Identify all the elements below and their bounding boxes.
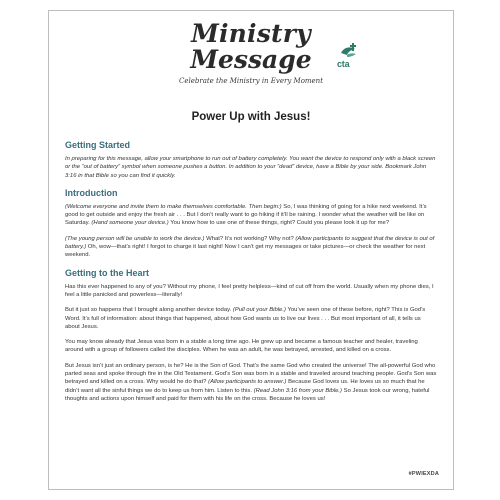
- document-page: [48, 10, 454, 490]
- logo-tagline: Celebrate the Ministry in Every Moment: [178, 77, 324, 85]
- message-body: [49, 139, 453, 403]
- logo-title-message: Message: [190, 45, 312, 74]
- spoken-text: But Jesus isn’t just an ordinary person, is he? He is the Son of God. That’s the same God who created the universe! The all-powerful God who parted seas and spoke through fire in the Old Testament. God’s Son was born in a stable and traveled around teaching people. God’s Son was betrayed and killed on a cross. Why would he do that?: [65, 362, 437, 386]
- section-introduction: [65, 187, 437, 260]
- paragraph-intro-2: [65, 235, 437, 260]
- paragraph-heart-2: [65, 306, 437, 331]
- heading-introduction: Introduction: [65, 187, 118, 198]
- section-getting-to-the-heart: [65, 267, 437, 404]
- stage-direction: (Welcome everyone and invite them to make themselves comfortable. Then begin:): [65, 203, 282, 210]
- spoken-text: You’ve seen one of these before, right? This is God’s Word. It’s full of information: about things that happened, about how God wants us to live our lives . . . But most important of all, it tells us about Jesus.: [65, 307, 426, 330]
- stage-direction: (Allow participants to suggest that the device is out of battery.): [65, 235, 435, 251]
- masthead: [49, 11, 453, 95]
- paragraph-heart-1: Has this ever happened to any of you? Without my phone, I feel pretty helpless—kind of cut off from the world. Usually when my phone dies, I feel a little panicked and powerless—literally!: [65, 283, 434, 298]
- spoken-text: You know how to use one of these things, right? Could you please look it up for me?: [168, 220, 390, 227]
- spoken-text: Oh, wow—that’s right! I forgot to charge it last night! Now I can’t get my messages or take pictures—or check the weather for next weekend.: [65, 244, 426, 259]
- spoken-text: But it just so happens that I brought along another device today.: [65, 307, 233, 314]
- section-getting-started: [65, 139, 437, 180]
- paragraph-heart-3: You may know already that Jesus was born in a stable a long time ago. He grew up and became a famous teacher and healer, traveling around with a group of followers called the disciples. When he was an adult, he was betrayed, arrested, and killed on a cross.: [65, 339, 418, 354]
- heading-getting-started: Getting Started: [65, 140, 131, 150]
- spoken-text: So Jesus took our wrong, hateful thoughts and actions upon himself and paid for them with his life on the cross. Because he loves us!: [65, 387, 430, 402]
- paragraph-preparation: In preparing for this message, allow your smartphone to run out of battery completely. You want the device to respond only with a black screen or the “out of battery” symbol when someone pushes a button. In addition to your “dead” device, have a Bible by your side. Bookmark John 3:16 in that Bible so you can find it quickly.: [65, 156, 436, 179]
- spoken-text: So, I was thinking of going for a hike next weekend. It’s good to get outside and enjoy the fresh air . . . But I don’t really want to go hiking if it’ll be raining. I wonder what the weather will be like on Saturday.: [65, 203, 427, 227]
- stage-direction: (Pull out your Bible.): [232, 307, 286, 314]
- logo-title-ministry: Ministry: [191, 19, 311, 48]
- stage-direction: (The young person will be unable to work the device.): [65, 235, 205, 242]
- spoken-text: What? It’s not working? Why not?: [204, 235, 296, 242]
- stage-direction: (Read John 3:16 from your Bible.): [253, 387, 343, 394]
- cta-brand-label: cta: [337, 59, 350, 69]
- paragraph-heart-4: [65, 362, 437, 403]
- spoken-text: Because God loves us. He loves us so much that he didn’t want all the sinful things we do to keep us from him. Listen to this.: [65, 379, 425, 394]
- message-title: Power Up with Jesus!: [191, 111, 311, 123]
- paragraph-intro-1: [65, 203, 437, 228]
- footer-hashtag: #PWIEXDA: [408, 471, 439, 477]
- stage-direction: (Allow participants to answer.): [208, 379, 287, 386]
- stage-direction: (Hand someone your device.): [91, 220, 169, 227]
- heading-getting-to-the-heart: Getting to the Heart: [65, 267, 150, 278]
